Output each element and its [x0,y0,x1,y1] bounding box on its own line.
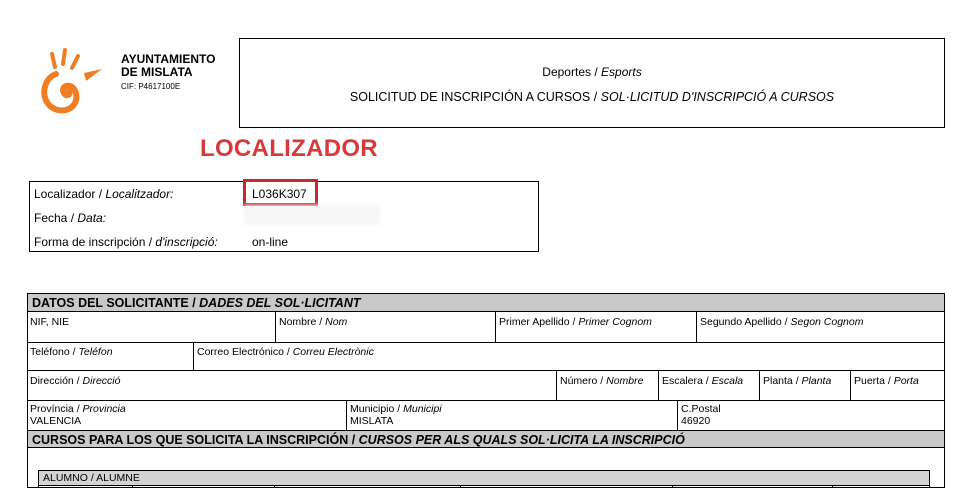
forma-label: Forma de inscripción / d'inscripció: [34,235,218,249]
planta-label: Planta / Planta [763,375,832,387]
municipio-label: Municipio / Municipi [350,403,442,415]
telefono-label: Teléfono / Teléfon [30,346,113,358]
localizador-annotation: LOCALIZADOR [200,135,378,162]
localizador-value: L036K307 [252,187,307,201]
alumno-label: ALUMNO / ALUMNE [39,471,929,486]
organization-name: AYUNTAMIENTO DE MISLATA [121,52,216,79]
direccion-label: Dirección / Direcció [30,375,121,387]
primer-apellido-label: Primer Apellido / Primer Cognom [499,316,652,328]
redacted-date [244,205,380,225]
escalera-label: Escalera / Escala [662,375,744,387]
localizador-highlight-box [243,179,318,206]
application-form [27,293,945,488]
correo-label: Correo Electrónico / Correu Electrònic [197,346,374,358]
nombre-label: Nombre / Nom [279,316,348,328]
provincia-value: VALENCIA [30,415,82,427]
department-title: Deportes / Esports [542,65,642,79]
alumno-box [38,470,930,488]
fecha-label: Fecha / Data: [34,211,107,225]
forma-value: on-line [252,235,289,249]
applicant-section-header: DATOS DEL SOLICITANTE / DADES DEL SOL·LICITANT [28,294,944,312]
localizador-label: Localizador / Localitzador: [34,187,174,201]
document-title: SOLICITUD DE INSCRIPCIÓN A CURSOS / SOL·LICITUD D'INSCRIPCIÓ A CURSOS [349,90,835,104]
puerta-label: Puerta / Porta [854,375,919,387]
organization-cif: CIF: P4617100E [121,82,181,91]
courses-section-header: CURSOS PARA LOS QUE SOLICITA LA INSCRIPCIÓN / CURSOS PER ALS QUALS SOL·LICITA LA INSCRIPCIÓ [28,430,944,448]
cpostal-value: 46920 [681,415,711,427]
segundo-apellido-label: Segundo Apellido / Segon Cognom [700,316,864,328]
mislata-logo [34,44,110,120]
document-header [239,38,945,128]
provincia-label: Província / Provincia [30,403,126,415]
municipio-value: MISLATA [350,415,394,427]
cpostal-label: C.Postal [681,403,721,415]
nif-label: NIF, NIE [30,316,70,328]
numero-label: Número / Nombre [560,375,644,387]
